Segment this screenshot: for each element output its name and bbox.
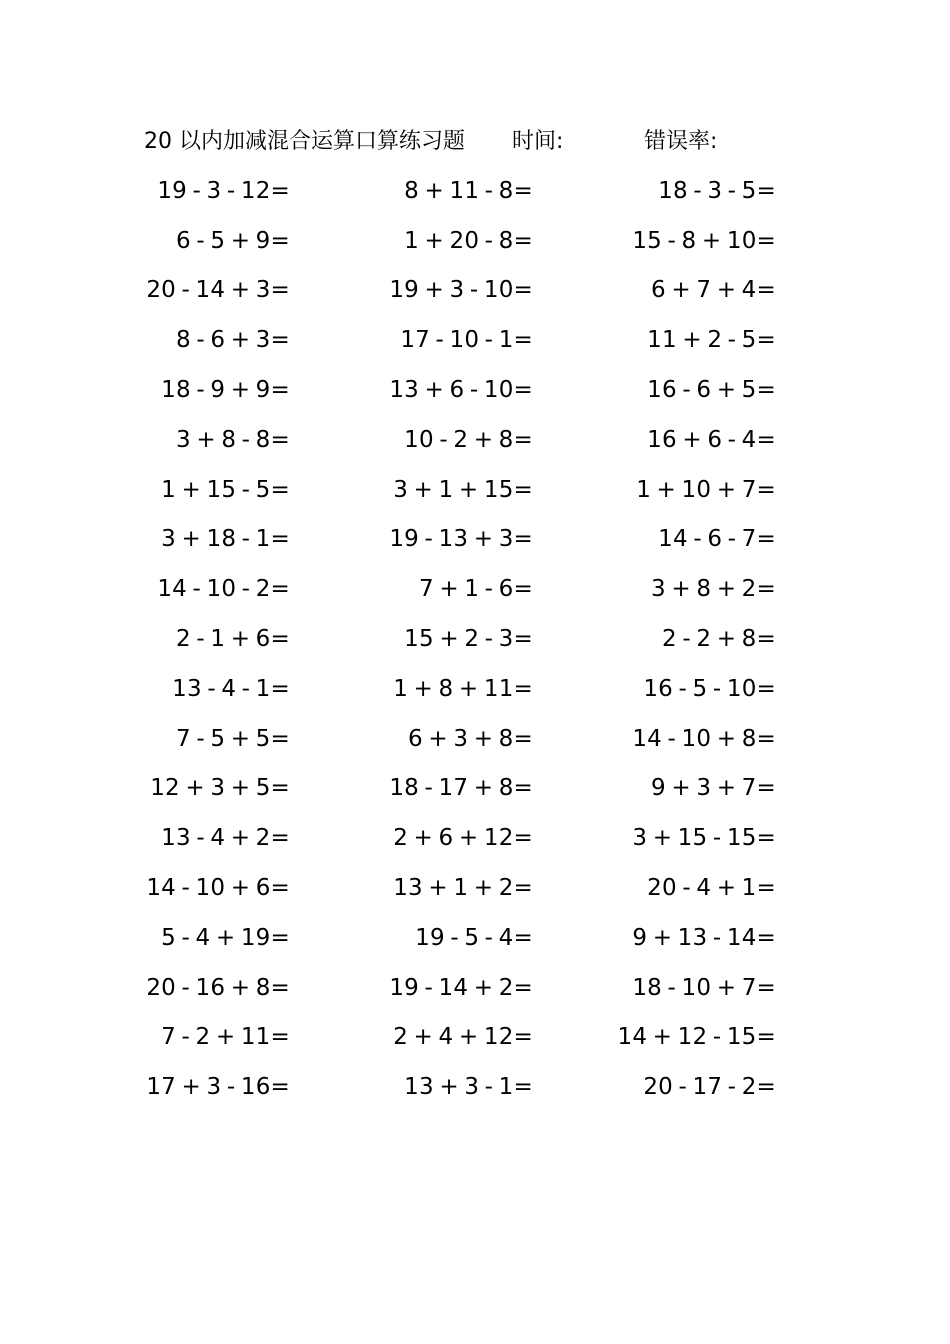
math-problem: 3 + 8 + 2= [651, 576, 776, 603]
math-problem: 18 - 17 + 8= [389, 775, 533, 802]
math-problem: 8 - 6 + 3= [176, 327, 290, 354]
math-problem: 19 - 14 + 2= [389, 974, 533, 1001]
math-problem: 2 + 6 + 12= [393, 825, 533, 852]
math-problem: 6 + 7 + 4= [651, 277, 776, 304]
math-problem: 1 + 8 + 11= [393, 675, 533, 702]
math-problem: 6 - 5 + 9= [176, 227, 290, 254]
math-problem: 19 + 3 - 10= [389, 277, 533, 304]
math-problem: 11 + 2 - 5= [647, 327, 776, 354]
math-problem: 7 - 5 + 5= [176, 725, 290, 752]
math-problem: 2 + 4 + 12= [393, 1024, 533, 1051]
worksheet-title: 20 以内加减混合运算口算练习题 [144, 129, 465, 154]
math-problem: 2 - 1 + 6= [176, 626, 290, 653]
math-problem: 9 + 13 - 14= [632, 924, 776, 951]
math-problem: 3 + 1 + 15= [393, 476, 533, 503]
math-problem: 14 - 6 - 7= [658, 526, 776, 553]
math-problem: 13 - 4 - 1= [172, 675, 290, 702]
math-problem: 3 + 15 - 15= [632, 825, 776, 852]
math-problem: 14 - 10 - 2= [157, 576, 290, 603]
math-problem: 18 - 10 + 7= [632, 974, 776, 1001]
math-problem: 3 + 18 - 1= [161, 526, 290, 553]
math-problem: 16 - 5 - 10= [643, 675, 776, 702]
math-problem: 16 - 6 + 5= [647, 377, 776, 404]
math-problem: 19 - 5 - 4= [415, 924, 533, 951]
math-problem: 15 - 8 + 10= [632, 227, 776, 254]
error-rate-label: 错误率: [644, 129, 718, 154]
math-problem: 14 - 10 + 8= [632, 725, 776, 752]
math-problem: 20 - 17 - 2= [643, 1074, 776, 1101]
math-problem: 14 + 12 - 15= [617, 1024, 776, 1051]
math-problem: 6 + 3 + 8= [408, 725, 533, 752]
worksheet-header [144, 124, 844, 160]
time-label: 时间: [512, 129, 564, 154]
math-problem: 13 + 3 - 1= [404, 1074, 533, 1101]
math-problem: 13 + 6 - 10= [389, 377, 533, 404]
math-problem: 15 + 2 - 3= [404, 626, 533, 653]
math-problem: 18 - 9 + 9= [161, 377, 290, 404]
math-problem: 9 + 3 + 7= [651, 775, 776, 802]
math-problem: 13 - 4 + 2= [161, 825, 290, 852]
math-problem: 13 + 1 + 2= [393, 875, 533, 902]
problem-grid [130, 166, 810, 1112]
math-problem: 1 + 15 - 5= [161, 476, 290, 503]
math-problem: 19 - 3 - 12= [157, 177, 290, 204]
math-problem: 3 + 8 - 8= [176, 426, 290, 453]
math-problem: 2 - 2 + 8= [662, 626, 776, 653]
math-problem: 7 + 1 - 6= [419, 576, 533, 603]
math-problem: 12 + 3 + 5= [150, 775, 290, 802]
math-problem: 1 + 10 + 7= [636, 476, 776, 503]
math-problem: 20 - 14 + 3= [146, 277, 290, 304]
math-problem: 5 - 4 + 19= [161, 924, 290, 951]
math-problem: 1 + 20 - 8= [404, 227, 533, 254]
math-problem: 16 + 6 - 4= [647, 426, 776, 453]
math-problem: 8 + 11 - 8= [404, 177, 533, 204]
math-problem: 17 + 3 - 16= [146, 1074, 290, 1101]
math-problem: 20 - 4 + 1= [647, 875, 776, 902]
math-problem: 20 - 16 + 8= [146, 974, 290, 1001]
math-problem: 10 - 2 + 8= [404, 426, 533, 453]
math-problem: 14 - 10 + 6= [146, 875, 290, 902]
math-problem: 7 - 2 + 11= [161, 1024, 290, 1051]
math-problem: 19 - 13 + 3= [389, 526, 533, 553]
math-problem: 18 - 3 - 5= [658, 177, 776, 204]
math-problem: 17 - 10 - 1= [400, 327, 533, 354]
